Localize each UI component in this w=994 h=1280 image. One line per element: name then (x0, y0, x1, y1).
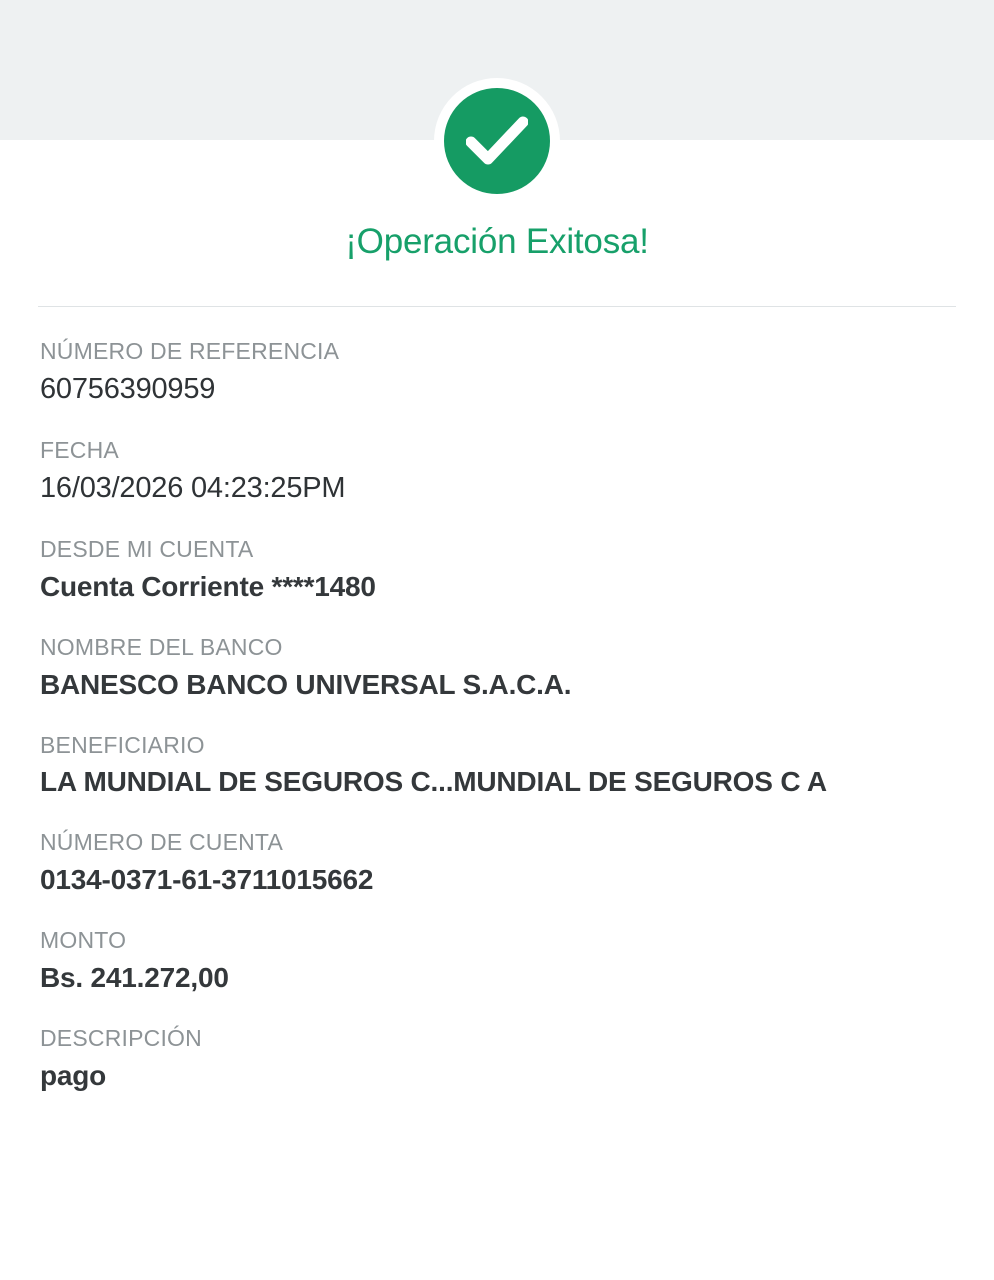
field-label: DESDE MI CUENTA (40, 536, 254, 562)
field-reference-number (40, 337, 954, 407)
field-label: FECHA (40, 437, 119, 463)
field-label: DESCRIPCIÓN (40, 1024, 202, 1051)
field-value: Bs. 241.272,00 (40, 961, 229, 993)
receipt-fields (0, 307, 994, 1133)
field-value: pago (40, 1059, 107, 1091)
field-value: 16/03/2026 04:23:25PM (40, 471, 346, 504)
field-value: Cuenta Corriente ****1480 (40, 570, 376, 602)
field-label: NÚMERO DE CUENTA (40, 829, 284, 856)
field-label: BENEFICIARIO (40, 731, 205, 758)
success-badge (0, 78, 994, 204)
field-value: 60756390959 (40, 372, 216, 405)
field-label: NÚMERO DE REFERENCIA (40, 338, 340, 364)
page-title: ¡Operación Exitosa! (345, 222, 649, 261)
field-value: LA MUNDIAL DE SEGUROS C...MUNDIAL DE SEGUROS C A (40, 766, 827, 798)
field-bank-name (40, 633, 954, 702)
field-description (40, 1024, 954, 1093)
field-value: BANESCO BANCO UNIVERSAL S.A.C.A. (40, 668, 572, 700)
field-amount (40, 926, 954, 995)
field-date (40, 436, 954, 506)
field-beneficiary (40, 731, 954, 800)
field-source-account (40, 535, 954, 604)
badge-ring (434, 78, 560, 204)
field-label: MONTO (40, 927, 127, 953)
field-label: NOMBRE DEL BANCO (40, 633, 283, 660)
field-account-number (40, 828, 954, 897)
check-circle-icon (444, 88, 550, 194)
field-value: 0134-0371-61-3711015662 (40, 864, 374, 895)
